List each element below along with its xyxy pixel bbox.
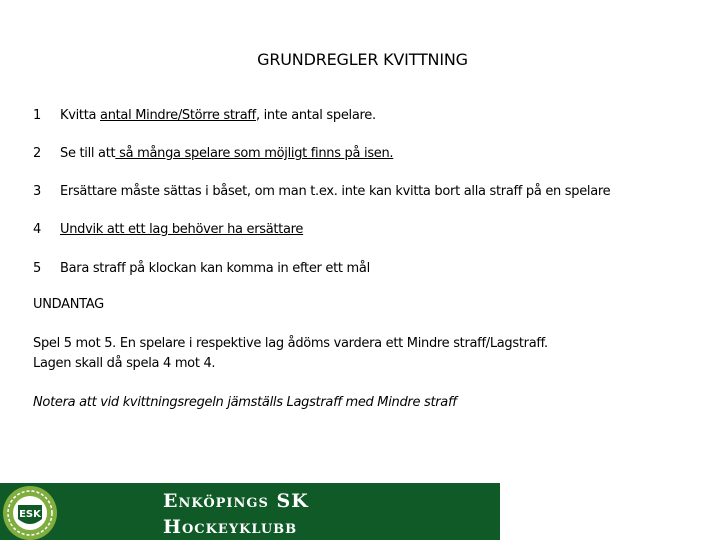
club-name-line-2: Hockeyklubb: [163, 516, 298, 538]
rule-number: 1: [33, 108, 41, 123]
rule-5: [33, 261, 370, 276]
rule-3: [33, 184, 610, 199]
rule-number: 2: [33, 146, 41, 161]
rule-text-end: , inte antal spelare.: [255, 108, 376, 123]
exception-heading: UNDANTAG: [33, 297, 104, 312]
rule-text-underlined: Undvik att ett lag behöver ha ersättare: [60, 222, 304, 237]
club-footer-banner: [0, 483, 500, 540]
rule-2: [33, 146, 393, 161]
rule-text: Ersättare måste sättas i båset, om man t.ex. inte kan kvitta bort alla straff på en spelare: [60, 184, 611, 199]
rule-text: Kvitta: [60, 108, 101, 123]
rule-number: 4: [33, 222, 41, 237]
page-title: GRUNDREGLER KVITTNING: [257, 50, 468, 69]
rule-4: [33, 222, 303, 237]
exception-line-2: Lagen skall då spela 4 mot 4.: [33, 356, 216, 371]
club-name-line-1: Enköpings SK: [163, 490, 309, 512]
rule-text: Bara straff på klockan kan komma in efter ett mål: [60, 261, 370, 276]
exception-line-1: Spel 5 mot 5. En spelare i respektive lag ådöms vardera ett Mindre straff/Lagstraff.: [33, 336, 548, 351]
club-logo-icon: [2, 485, 58, 541]
logo-text: ESK: [19, 509, 41, 520]
rule-1: [33, 108, 376, 123]
club-name: [163, 488, 309, 540]
rule-number: 3: [33, 184, 41, 199]
rule-text: Se till att: [60, 146, 116, 161]
rule-number: 5: [33, 261, 41, 276]
rule-text-underlined: antal Mindre/Större straff: [100, 108, 256, 123]
rule-text-underlined: så många spelare som möjligt finns på isen.: [115, 146, 394, 161]
exception-note: Notera att vid kvittningsregeln jämställs Lagstraff med Mindre straff: [33, 395, 457, 410]
